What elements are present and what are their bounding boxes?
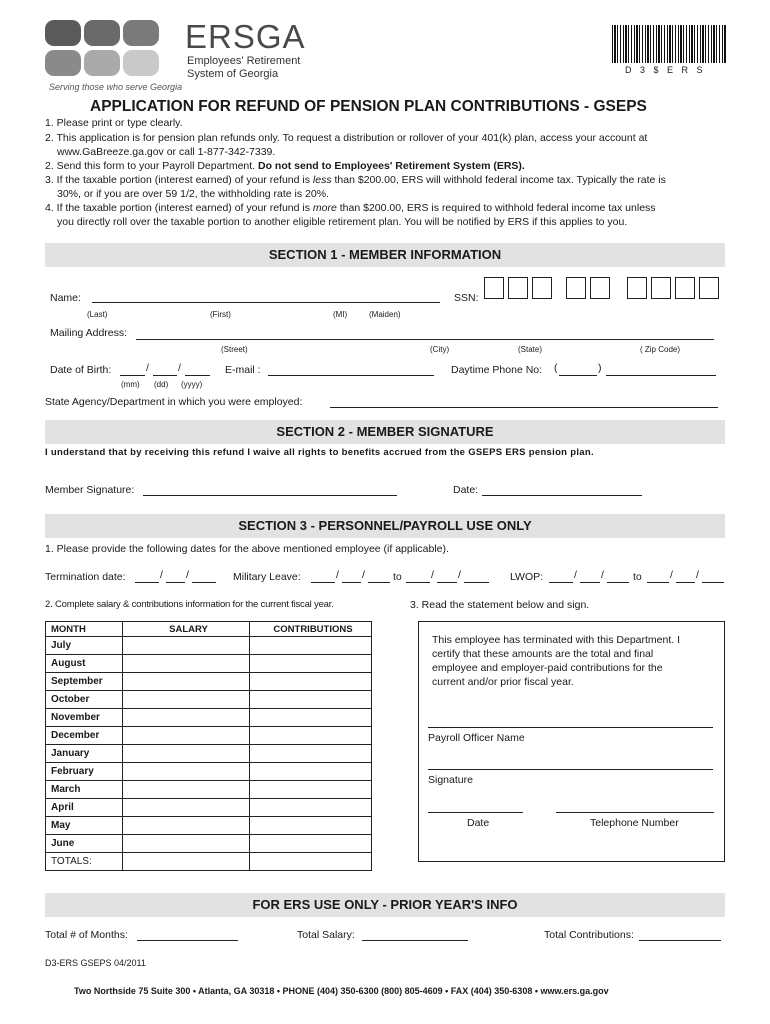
salary-cell[interactable] [123, 637, 250, 655]
military-to-month[interactable] [406, 582, 430, 583]
barcode-text: D 3 $ E R S [625, 65, 706, 75]
payroll-date-label: Date [467, 817, 490, 829]
ssn-box[interactable] [651, 277, 671, 299]
salary-cell[interactable] [123, 835, 250, 853]
logo-tile [45, 20, 81, 46]
footer-contact: Two Northside 75 Suite 300 • Atlanta, GA 30318 • PHONE (404) 350-6300 (800) 805-4609 • FAX (404) 350-6308 • www.ers.ga.gov [74, 986, 609, 996]
military-from-month[interactable] [311, 582, 335, 583]
table-row [46, 781, 372, 799]
contributions-total-cell[interactable] [250, 853, 372, 871]
termination-month[interactable] [135, 582, 159, 583]
logo-tile [123, 20, 159, 46]
section1-heading: SECTION 1 - MEMBER INFORMATION [45, 243, 725, 267]
date-slash: / [696, 569, 699, 581]
contributions-cell[interactable] [250, 709, 372, 727]
cert-text-line: employee and employer-paid contributions for the [432, 662, 663, 674]
date-slash: / [601, 569, 604, 581]
military-leave-label: Military Leave: [233, 571, 301, 583]
date-slash: / [670, 569, 673, 581]
payroll-date-field[interactable] [428, 812, 523, 813]
instruction-2-cont: www.GaBreeze.ga.gov or call 1-877-342-7339. [57, 146, 276, 158]
month-cell: June [46, 835, 123, 853]
salary-cell[interactable] [123, 709, 250, 727]
column-header-month: MONTH [46, 622, 123, 637]
lwop-from-year[interactable] [607, 582, 629, 583]
mailing-address-label: Mailing Address: [50, 327, 128, 339]
section3-item2: 2. Complete salary & contributions information for the current fiscal year. [45, 599, 334, 610]
month-cell: July [46, 637, 123, 655]
contributions-cell[interactable] [250, 727, 372, 745]
name-label: Name: [50, 292, 81, 304]
dob-slash: / [146, 362, 149, 374]
phone-number[interactable] [606, 375, 716, 376]
address-sub-city: (City) [430, 345, 450, 354]
agency-field[interactable] [330, 407, 718, 408]
dob-label: Date of Birth: [50, 364, 112, 376]
contributions-cell[interactable] [250, 655, 372, 673]
dob-day[interactable] [153, 375, 177, 376]
date-slash: / [362, 569, 365, 581]
table-row [46, 745, 372, 763]
ssn-label: SSN: [454, 292, 479, 304]
ssn-box[interactable] [566, 277, 586, 299]
totals-row [46, 853, 372, 871]
total-salary-field[interactable] [362, 940, 468, 941]
phone-paren-open: ( [554, 362, 558, 374]
form-id: D3-ERS GSEPS 04/2011 [45, 958, 146, 968]
month-cell: October [46, 691, 123, 709]
contributions-cell[interactable] [250, 763, 372, 781]
salary-cell[interactable] [123, 655, 250, 673]
table-row [46, 763, 372, 781]
table-row [46, 727, 372, 745]
section3-item1: 1. Please provide the following dates for the above mentioned employee (if applicable). [45, 543, 449, 555]
total-contributions-label: Total Contributions: [544, 929, 634, 941]
date-slash: / [186, 569, 189, 581]
military-from-day[interactable] [342, 582, 361, 583]
lwop-to-year[interactable] [702, 582, 724, 583]
instruction-4-cont: 30%, or if you are over 59 1/2, the withholding rate is 20%. [57, 188, 329, 200]
contributions-cell[interactable] [250, 817, 372, 835]
instruction-4: 3. If the taxable portion (interest earned) of your refund is less than $200.00, ERS will withhold federal income tax. Typically the rate is [45, 174, 666, 186]
ssn-box[interactable] [532, 277, 552, 299]
address-sub-zip: ( Zip Code) [640, 345, 681, 354]
payroll-signature-field[interactable] [428, 769, 713, 770]
lwop-from-month[interactable] [549, 582, 573, 583]
ssn-box[interactable] [484, 277, 504, 299]
logo-tile [84, 20, 120, 46]
certification-box [418, 621, 725, 862]
name-sub-last: (Last) [87, 310, 108, 319]
total-contributions-field[interactable] [639, 940, 721, 941]
logo-tile [84, 50, 120, 76]
termination-day[interactable] [166, 582, 185, 583]
table-row [46, 835, 372, 853]
termination-date-label: Termination date: [45, 571, 126, 583]
logo-tile [123, 50, 159, 76]
table-row [46, 637, 372, 655]
total-months-field[interactable] [137, 940, 238, 941]
column-header-contributions: CONTRIBUTIONS [250, 622, 372, 637]
section2-heading: SECTION 2 - MEMBER SIGNATURE [45, 420, 725, 444]
termination-year[interactable] [192, 582, 216, 583]
email-field[interactable] [268, 375, 434, 376]
lwop-from-day[interactable] [580, 582, 600, 583]
dob-slash: / [178, 362, 181, 374]
member-signature-label: Member Signature: [45, 484, 135, 496]
table-header-row [46, 622, 372, 637]
contributions-cell[interactable] [250, 745, 372, 763]
date-slash: / [458, 569, 461, 581]
lwop-to-month[interactable] [647, 582, 669, 583]
salary-cell[interactable] [123, 727, 250, 745]
military-from-year[interactable] [368, 582, 390, 583]
date-slash: / [160, 569, 163, 581]
month-cell: April [46, 799, 123, 817]
name-field[interactable] [92, 302, 440, 303]
address-sub-street: (Street) [221, 345, 248, 354]
table-row [46, 799, 372, 817]
table-row [46, 709, 372, 727]
contributions-cell[interactable] [250, 691, 372, 709]
dob-year[interactable] [185, 375, 210, 376]
payroll-telephone-label: Telephone Number [590, 817, 679, 829]
dob-month[interactable] [120, 375, 145, 376]
ers-use-only-heading: FOR ERS USE ONLY - PRIOR YEAR'S INFO [45, 893, 725, 917]
cert-text-line: certify that these amounts are the total and final [432, 648, 654, 660]
date-slash: / [574, 569, 577, 581]
member-signature-field[interactable] [143, 495, 397, 496]
dob-sub-yyyy: (yyyy) [181, 380, 203, 389]
salary-cell[interactable] [123, 781, 250, 799]
month-cell: November [46, 709, 123, 727]
lwop-label: LWOP: [510, 571, 544, 583]
contributions-cell[interactable] [250, 673, 372, 691]
logo-tile [45, 50, 81, 76]
agency-label: State Agency/Department in which you were employed: [45, 396, 303, 408]
contributions-cell[interactable] [250, 835, 372, 853]
barcode [612, 25, 726, 63]
lwop-to-day[interactable] [676, 582, 695, 583]
month-cell: January [46, 745, 123, 763]
lwop-to-label: to [633, 571, 642, 583]
month-cell: December [46, 727, 123, 745]
salary-table [45, 621, 372, 871]
email-label: E-mail : [225, 364, 261, 376]
salary-cell[interactable] [123, 799, 250, 817]
table-row [46, 673, 372, 691]
military-to-year[interactable] [464, 582, 489, 583]
month-cell: February [46, 763, 123, 781]
military-to-day[interactable] [437, 582, 457, 583]
table-row [46, 655, 372, 673]
section3-heading: SECTION 3 - PERSONNEL/PAYROLL USE ONLY [45, 514, 725, 538]
cert-text-line: current and/or prior fiscal year. [432, 676, 574, 688]
salary-cell[interactable] [123, 745, 250, 763]
dob-sub-mm: (mm) [121, 380, 140, 389]
ssn-box[interactable] [508, 277, 528, 299]
salary-cell[interactable] [123, 691, 250, 709]
instruction-1: 1. Please print or type clearly. [45, 117, 183, 129]
name-sub-first: (First) [210, 310, 231, 319]
instruction-5-cont: you directly roll over the taxable portion to another eligible retirement plan. You will be notified by ERS if this applies to you. [57, 216, 628, 228]
mailing-address-field[interactable] [136, 339, 714, 340]
total-salary-label: Total Salary: [297, 929, 355, 941]
salary-cell[interactable] [123, 763, 250, 781]
dob-sub-dd: (dd) [154, 380, 169, 389]
month-cell: September [46, 673, 123, 691]
address-sub-state: (State) [518, 345, 543, 354]
salary-cell[interactable] [123, 817, 250, 835]
member-date-field[interactable] [482, 495, 642, 496]
salary-total-cell[interactable] [123, 853, 250, 871]
logo-subtitle: System of Georgia [187, 68, 279, 80]
column-header-salary: SALARY [123, 622, 250, 637]
month-cell: March [46, 781, 123, 799]
phone-label: Daytime Phone No: [451, 364, 543, 376]
cert-text-line: This employee has terminated with this Department. I [432, 634, 681, 646]
payroll-signature-label: Signature [428, 774, 473, 786]
ssn-box[interactable] [627, 277, 647, 299]
logo-tagline: Serving those who serve Georgia [49, 82, 183, 92]
instruction-5: 4. If the taxable portion (interest earned) of your refund is more than $200.00, ERS is required to withhold federal income tax unless [45, 202, 656, 214]
payroll-officer-name-field[interactable] [428, 727, 713, 728]
contributions-cell[interactable] [250, 799, 372, 817]
name-sub-mi: (MI) [333, 310, 348, 319]
section3-item3: 3. Read the statement below and sign. [410, 599, 590, 611]
month-cell: August [46, 655, 123, 673]
total-months-label: Total # of Months: [45, 929, 128, 941]
salary-cell[interactable] [123, 673, 250, 691]
date-slash: / [336, 569, 339, 581]
member-date-label: Date: [453, 484, 479, 496]
ssn-box[interactable] [699, 277, 719, 299]
logo-subtitle: Employees' Retirement [187, 55, 301, 67]
contributions-cell[interactable] [250, 637, 372, 655]
totals-label: TOTALS: [46, 853, 123, 871]
ssn-box[interactable] [675, 277, 695, 299]
table-row [46, 817, 372, 835]
instruction-3: 2. Send this form to your Payroll Department. Do not send to Employees' Retirement System (ERS). [45, 160, 525, 172]
phone-paren-close: ) [598, 362, 602, 374]
month-cell: May [46, 817, 123, 835]
phone-area-code[interactable] [559, 375, 597, 376]
ssn-box[interactable] [590, 277, 610, 299]
military-to-label: to [393, 571, 402, 583]
logo-title: ERSGA [185, 18, 306, 55]
name-sub-maiden: (Maiden) [369, 310, 401, 319]
page-title: APPLICATION FOR REFUND OF PENSION PLAN CONTRIBUTIONS - GSEPS [90, 98, 647, 115]
contributions-cell[interactable] [250, 781, 372, 799]
table-row [46, 691, 372, 709]
date-slash: / [431, 569, 434, 581]
payroll-officer-name-label: Payroll Officer Name [428, 732, 525, 744]
waiver-statement: I understand that by receiving this refund I waive all rights to benefits accrued from the GSEPS ERS pension plan. [45, 447, 594, 458]
instruction-2: 2. This application is for pension plan refunds only. To request a distribution or rollover of your 401(k) plan, access your account at [45, 132, 648, 144]
payroll-telephone-field[interactable] [556, 812, 714, 813]
